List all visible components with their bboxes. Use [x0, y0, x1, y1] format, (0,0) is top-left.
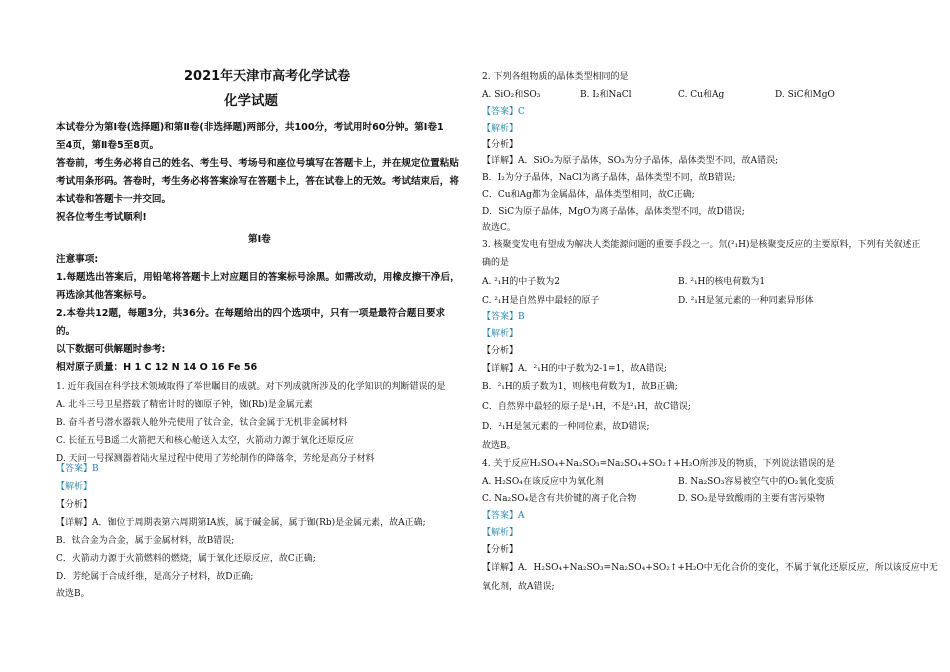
intro-line: 至4页，第Ⅱ卷5至8页。	[56, 140, 160, 151]
q4-fenxi: 【分析】	[482, 545, 519, 555]
q1-stem: 1. 近年我国在科学技术领域取得了举世瞩目的成就。对下列成就所涉及的化学知识的判断错误的是	[56, 382, 446, 392]
q2-option-d: D. SiC和MgO	[775, 90, 835, 100]
page-title: 2021年天津市高考化学试卷	[184, 69, 351, 84]
q1-detail: 【详解】A．铷位于周期表第六周期第ⅠA族，属于碱金属，属于铷(Rb)是金属元素，故A正确;	[56, 518, 426, 528]
q2-detail: B．I₂为分子晶体，NaCl为离子晶体，晶体类型不同，故B错误;	[482, 173, 736, 183]
note-line: 1.每题选出答案后，用铅笔将答题卡上对应题目的答案标号涂黑。如需改动，用橡皮擦干净后，	[56, 272, 460, 283]
q4-detail-cont: 氧化剂，故A错误;	[482, 582, 555, 592]
q2-option-b: B. I₂和NaCl	[580, 90, 632, 100]
q3-option-c: C. ²₁H是自然界中最轻的原子	[482, 296, 600, 306]
q3-detail: D．²₁H是氢元素的一种同位素，故D错误;	[482, 422, 650, 432]
section-title: 第Ⅰ卷	[248, 234, 271, 245]
q1-option-a: A. 北斗三号卫星搭载了精密计时的铷原子钟，铷(Rb)是金属元素	[56, 400, 313, 410]
q1-detail: B．钛合金为合金，属于金属材料，故B错误;	[56, 536, 235, 546]
q1-option-d: D. 天问一号探测器着陆火星过程中使用了芳纶制作的降落伞，芳纶是高分子材料	[56, 454, 375, 464]
q4-stem: 4. 关于反应H₂SO₄+Na₂SO₃=Na₂SO₄+SO₂↑+H₂O所涉及的物质，下列说法错误的是	[482, 459, 835, 469]
q3-option-b: B. ²₁H的核电荷数为1	[678, 277, 766, 287]
q2-answer: 【答案】C	[482, 107, 525, 117]
q1-jiexi: 【解析】	[56, 482, 93, 492]
atomic-mass-line: 相对原子质量：H 1 C 12 N 14 O 16 Fe 56	[56, 362, 258, 373]
q4-option-b: B. Na₂SO₃容易被空气中的O₂氧化变质	[678, 477, 835, 487]
intro-line: 考试用条形码。答卷时，考生务必将答案涂写在答题卡上，答在试卷上的无效。考试结束后，将	[56, 176, 459, 187]
intro-line: 答卷前，考生务必将自己的姓名、考生号、考场号和座位号填写在答题卡上，并在规定位置粘贴	[56, 158, 459, 169]
note-line: 2.本卷共12题，每题3分，共36分。在每题给出的四个选项中，只有一项是最符合题目要求	[56, 308, 446, 319]
q4-option-a: A. H₂SO₄在该反应中为氧化剂	[482, 477, 604, 487]
q4-jiexi: 【解析】	[482, 528, 519, 538]
intro-line: 祝各位考生考试顺利!	[56, 212, 147, 223]
q4-option-d: D. SO₂是导致酸雨的主要有害污染物	[678, 494, 825, 504]
q2-option-c: C. Cu和Ag	[678, 90, 725, 100]
q2-conclusion: 故选C。	[482, 223, 516, 233]
q3-stem-cont: 确的是	[482, 258, 510, 268]
q2-stem: 2. 下列各组物质的晶体类型相同的是	[482, 72, 629, 82]
q3-jiexi: 【解析】	[482, 329, 519, 339]
q2-detail: C．Cu和Ag都为金属晶体，晶体类型相同，故C正确;	[482, 190, 695, 200]
intro-line: 本试卷分为第Ⅰ卷(选择题)和第Ⅱ卷(非选择题)两部分，共100分，考试用时60分钟。第Ⅰ卷1	[56, 122, 444, 133]
q3-detail: B．²₁H的质子数为1，则核电荷数为1，故B正确;	[482, 382, 678, 392]
q1-detail: D．芳纶属于合成纤维，是高分子材料，故D正确;	[56, 572, 254, 582]
note-line: 的。	[56, 326, 76, 337]
q2-jiexi: 【解析】	[482, 124, 519, 134]
q3-fenxi: 【分析】	[482, 346, 519, 356]
q4-option-c: C. Na₂SO₄是含有共价键的离子化合物	[482, 494, 637, 504]
page-subtitle: 化学试题	[224, 93, 278, 109]
q2-detail: 【详解】A．SiO₂为原子晶体，SO₃为分子晶体，晶体类型不同，故A错误;	[482, 156, 779, 166]
intro-line: 本试卷和答题卡一并交回。	[56, 194, 172, 205]
q1-answer: 【答案】B	[56, 464, 99, 474]
note-line: 再选涂其他答案标号。	[56, 290, 152, 301]
notes-heading: 注意事项:	[56, 254, 99, 265]
q2-fenxi: 【分析】	[482, 140, 519, 150]
q1-detail: C．火箭动力源于火箭燃料的燃烧，属于氧化还原反应，故C正确;	[56, 554, 316, 564]
q3-stem: 3. 核聚变发电有望成为解决人类能源问题的重要手段之一。氘(²₁H)是核聚变反应的主要原料，下列有关叙述正	[482, 240, 921, 250]
q2-option-a: A. SiO₂和SO₃	[482, 90, 541, 100]
q3-answer: 【答案】B	[482, 312, 525, 322]
q1-fenxi: 【分析】	[56, 500, 93, 510]
q2-detail: D．SiC为原子晶体，MgO为离子晶体，晶体类型不同，故D错误;	[482, 207, 745, 217]
q3-detail: 【详解】A．²₁H的中子数为2-1=1，故A错误;	[482, 364, 667, 374]
q3-detail: C．自然界中最轻的原子是¹₁H，不是²₁H，故C错误;	[482, 402, 691, 412]
q1-option-c: C. 长征五号B遥二火箭把天和核心舱送入太空，火箭动力源于氧化还原反应	[56, 436, 354, 446]
q4-detail: 【详解】A．H₂SO₄+Na₂SO₃=Na₂SO₄+SO₂↑+H₂O中无化合价的变化，不属于氧化还原反应，所以该反应中无	[482, 563, 938, 573]
note-line: 以下数据可供解题时参考:	[56, 344, 166, 355]
q3-conclusion: 故选B。	[482, 441, 516, 451]
q3-option-d: D. ²₁H是氢元素的一种同素异形体	[678, 296, 814, 306]
q3-option-a: A. ²₁H的中子数为2	[482, 277, 561, 287]
q4-answer: 【答案】A	[482, 511, 525, 521]
q1-conclusion: 故选B。	[56, 589, 90, 599]
q1-option-b: B. 奋斗者号潜水器载人舱外壳使用了钛合金，钛合金属于无机非金属材料	[56, 418, 348, 428]
